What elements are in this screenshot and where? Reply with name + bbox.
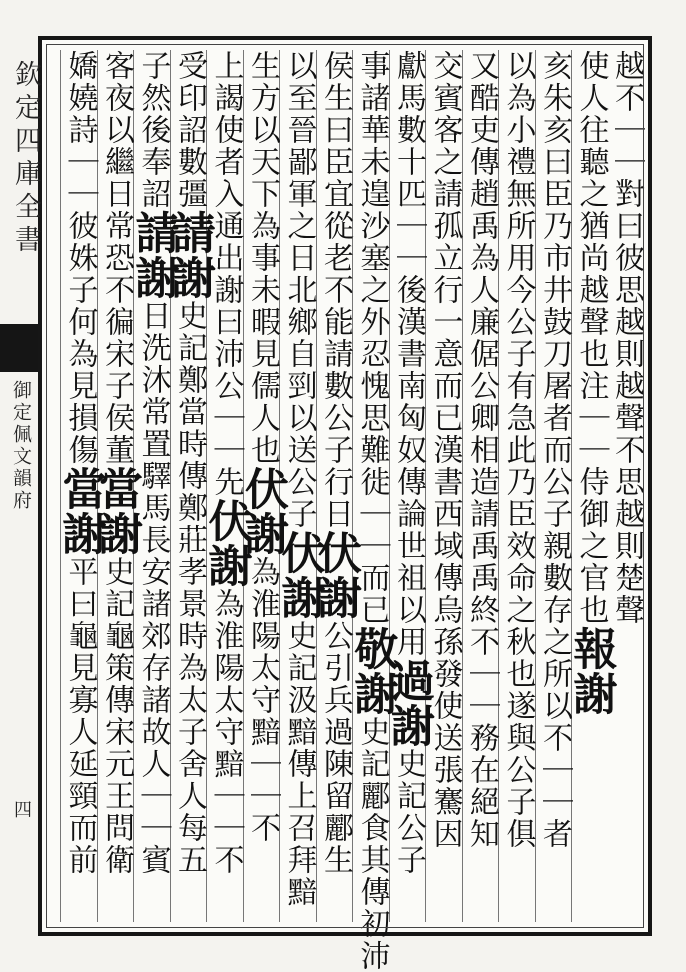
text-column: [498, 50, 536, 922]
entry-heading: 當謝: [91, 466, 142, 556]
text-column: [200, 50, 252, 922]
entry-text: 亥朱亥曰臣乃市井鼓刀屠者而公子親數存之所以不｜｜者: [537, 50, 572, 850]
entry-text: 史記鄭當時傳鄭莊孝景時為太子舍人每五: [172, 300, 207, 876]
entry-heading: 伏謝: [273, 530, 325, 620]
entry-text: 越不｜｜對曰彼思越則越聲不思越則楚聲: [609, 50, 644, 626]
entry-heading: 伏謝: [310, 530, 361, 620]
text-column: [462, 50, 500, 922]
entry-text: 生方以天下為事未暇見儒人也: [245, 50, 280, 466]
entry-heading: 過謝: [383, 658, 434, 748]
entry-heading: 伏謝: [237, 466, 288, 556]
entry-text: 又酷吏傳趙禹為人廉倨公卿相造請禹禹終不｜｜務在絕知: [464, 50, 499, 850]
text-column: [310, 50, 361, 922]
entry-text: 侯生曰臣宜從老不能請數公子行日: [318, 50, 353, 530]
entry-text: 以至晉鄙軍之日北鄉自剄以送公子: [281, 50, 317, 530]
entry-text: 獻馬數十匹｜｜後漢書南匈奴傳論世祖以用: [391, 50, 426, 658]
collection-title: 欽定四庫全書: [10, 60, 41, 258]
entry-text: 上謁使者入通出謝曰沛公｜｜先: [208, 50, 244, 498]
entry-text: 為淮陽太守黯｜｜不: [245, 556, 280, 844]
entry-text: 事諸華未遑沙塞之外忍愧思難徙｜｜而已: [354, 50, 390, 626]
entry-text: 史記汲黯傳上召拜黯: [281, 620, 317, 908]
text-columns: [42, 40, 648, 972]
entry-text: 平曰龜見寡人延頸而前: [62, 556, 98, 876]
text-column: [535, 50, 573, 922]
page-number: 四: [11, 800, 32, 818]
entry-text: 以為小禮無所用今公子有急此乃臣效命之秋也遂與公子俱: [500, 50, 536, 850]
text-column: [164, 50, 215, 922]
entry-text: 史記龜策傳宋元王問衛: [99, 556, 134, 876]
book-spine: [2, 40, 41, 932]
text-column: [237, 50, 288, 922]
entry-text: 史記酈食其傳初沛: [354, 716, 390, 972]
text-column: [346, 50, 398, 972]
entry-heading: 請謝: [164, 210, 215, 300]
text-column: [54, 50, 106, 922]
entry-text: 為淮陽太守黯｜｜不: [208, 588, 244, 876]
book-title: 御定佩文韻府: [10, 380, 32, 512]
text-column: [565, 50, 617, 922]
entry-heading: 請謝: [127, 210, 179, 300]
entry-text: 日洗沐常置驛馬長安諸郊存諸故人｜｜賓: [135, 300, 171, 876]
entry-heading: 報謝: [565, 626, 617, 716]
entry-text: 使人往聽之猶尚越聲也注｜｜侍御之官也: [573, 50, 609, 626]
entry-heading: 敬謝: [346, 626, 398, 716]
entry-text: 受印詔數彊: [172, 50, 207, 210]
entry-text: 交賓客之請孤立行一意而已漢書西域傳烏孫發使送張騫因: [427, 50, 463, 850]
entry-text: 公引兵過陳留酈生: [318, 620, 353, 876]
entry-text: 子然後奉詔: [135, 50, 171, 210]
entry-text: 史記公子: [391, 748, 426, 876]
text-column: [608, 50, 645, 922]
page-frame: [10, 36, 652, 972]
text-column: [425, 50, 463, 922]
entry-text: 客夜以繼日常恐不徧宋子侯董: [99, 50, 134, 466]
entry-heading: 當謝: [54, 466, 106, 556]
entry-heading: 伏謝: [200, 498, 252, 588]
spine-fishtail-mark: [0, 324, 38, 372]
entry-text: 嬌嬈詩｜｜彼姝子何為見損傷: [62, 50, 98, 466]
text-column: [383, 50, 434, 922]
